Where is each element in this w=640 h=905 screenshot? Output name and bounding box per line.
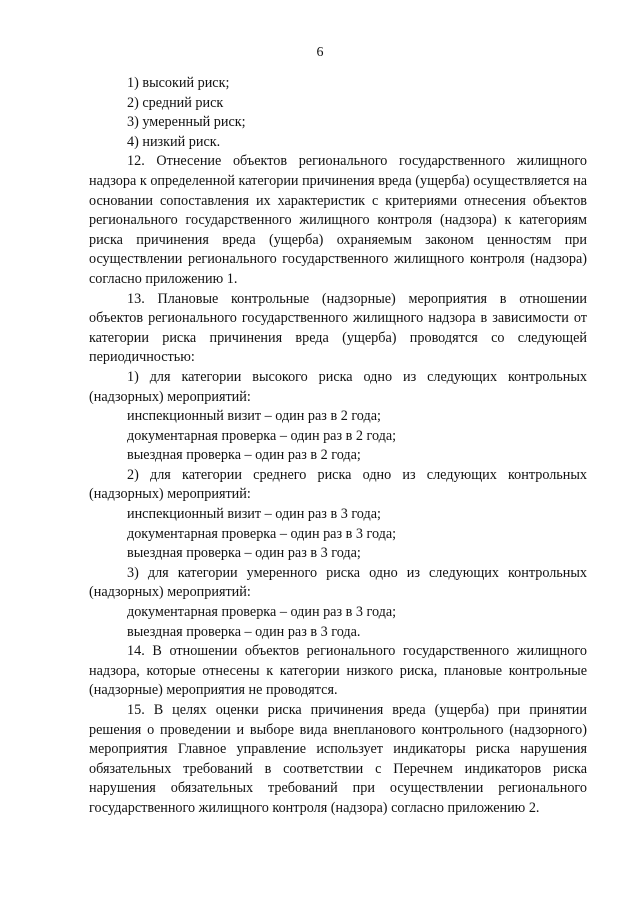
paragraph-14: 14. В отношении объектов регионального государственного жилищного надзора, которые отнесены к категории низкого риска, плановые контрольные (надзорные) мероприятия не проводятся. xyxy=(89,643,587,699)
medium-risk-document-check: документарная проверка – один раз в 3 года; xyxy=(127,525,397,542)
high-risk-intro: 1) для категории высокого риска одно из следующих контрольных (надзорных) мероприятий: xyxy=(89,368,587,405)
moderate-risk-intro: 3) для категории умеренного риска одно из следующих контрольных (надзорных) мероприятий: xyxy=(89,564,587,601)
document-body xyxy=(89,74,587,819)
high-risk-inspection-visit: инспекционный визит – один раз в 2 года; xyxy=(127,408,381,425)
risk-item-medium: 2) средний риск xyxy=(127,94,224,111)
moderate-risk-field-check: выездная проверка – один раз в 3 года. xyxy=(127,623,361,640)
paragraph-12: 12. Отнесение объектов регионального государственного жилищного надзора к определенной категории причинения вреда (ущерба) осуществляется на основании сопоставления их характеристик с критериями отнесения объектов регионального государственного жилищного контроля (надзора) к категориям риска причинения вреда (ущерба) охраняемым законом ценностям при осуществлении регионального государственного жилищного контроля (надзора) согласно приложению 1. xyxy=(89,153,587,287)
high-risk-field-check: выездная проверка – один раз в 2 года; xyxy=(127,447,361,464)
risk-item-low: 4) низкий риск. xyxy=(127,133,221,150)
medium-risk-inspection-visit: инспекционный визит – один раз в 3 года; xyxy=(127,506,381,523)
page-number: 6 xyxy=(316,45,324,60)
medium-risk-field-check: выездная проверка – один раз в 3 года; xyxy=(127,545,361,562)
risk-item-moderate: 3) умеренный риск; xyxy=(127,114,246,131)
risk-item-high: 1) высокий риск; xyxy=(127,75,230,91)
paragraph-13: 13. Плановые контрольные (надзорные) мероприятия в отношении объектов регионального государственного жилищного надзора в зависимости от категории риска причинения вреда (ущерба) проводятся со следующей периодичностью: xyxy=(89,290,587,366)
moderate-risk-document-check: документарная проверка – один раз в 3 года; xyxy=(127,604,397,621)
paragraph-15: 15. В целях оценки риска причинения вреда (ущерба) при принятии решения о проведении и выборе вида внепланового контрольного (надзорного) мероприятия Главное управление использует индикаторы риска нарушения обязательных требований в соответствии с Перечнем индикаторов риска нарушения обязательных требований при осуществлении регионального государственного жилищного контроля (надзора) согласно приложению 2. xyxy=(89,702,587,816)
medium-risk-intro: 2) для категории среднего риска одно из следующих контрольных (надзорных) мероприятий: xyxy=(89,466,587,503)
high-risk-document-check: документарная проверка – один раз в 2 года; xyxy=(127,427,397,444)
